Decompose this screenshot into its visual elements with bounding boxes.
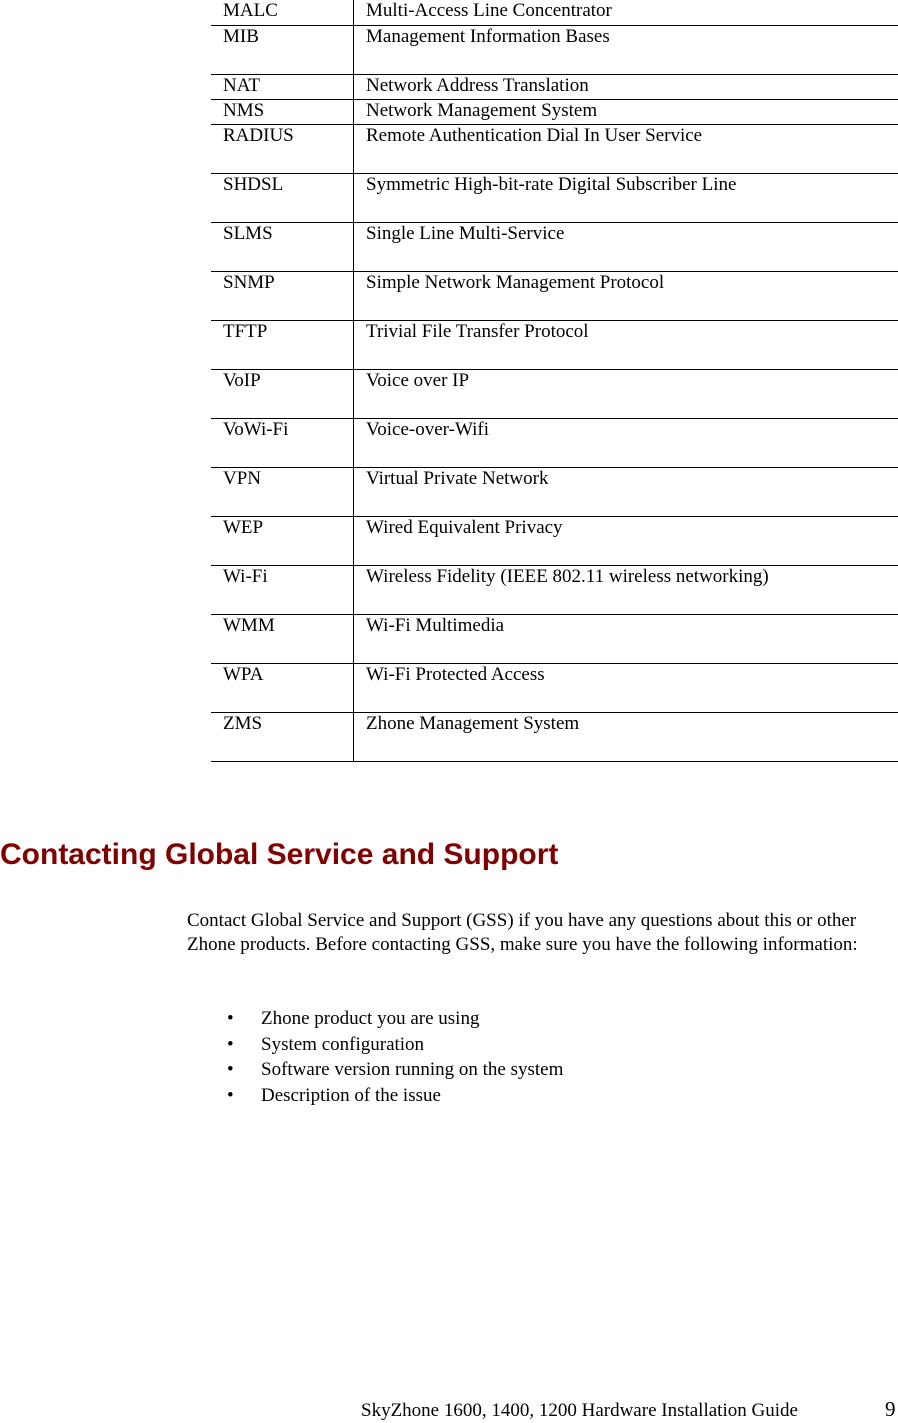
bullet-icon: • xyxy=(227,1033,234,1055)
abbreviation-definition: Voice-over-Wifi xyxy=(354,419,898,468)
abbreviation-term: VoIP xyxy=(211,370,354,419)
bullet-icon: • xyxy=(227,1008,234,1029)
table-row xyxy=(211,26,898,75)
abbreviation-definition: Remote Authentication Dial In User Service xyxy=(354,125,898,174)
section-heading: Contacting Global Service and Support xyxy=(0,838,559,871)
abbreviation-definition: Wireless Fidelity (IEEE 802.11 wireless networking) xyxy=(354,566,898,615)
list-item-text: Software version running on the system xyxy=(261,1059,564,1081)
abbreviation-definition: Zhone Management System xyxy=(354,713,898,762)
abbreviation-definition: Symmetric High-bit-rate Digital Subscriber Line xyxy=(354,174,898,223)
intro-paragraph: Contact Global Service and Support (GSS) if you have any questions about this or other Zhone products. Before contacting GSS, make sure you have the following information: xyxy=(187,910,858,955)
abbreviation-definition: Wired Equivalent Privacy xyxy=(354,517,898,566)
abbreviation-definition: Voice over IP xyxy=(354,370,898,419)
table-row xyxy=(211,321,898,370)
abbreviation-term: NAT xyxy=(211,75,354,100)
table-row xyxy=(211,223,898,272)
footer-document-title: SkyZhone 1600, 1400, 1200 Hardware Installation Guide xyxy=(361,1400,798,1421)
abbreviation-term: NMS xyxy=(211,100,354,125)
table-row xyxy=(211,664,898,713)
abbreviation-term: VPN xyxy=(211,468,354,517)
abbreviation-term: ZMS xyxy=(211,713,354,762)
abbreviation-term: WMM xyxy=(211,615,354,664)
list-item-text: Zhone product you are using xyxy=(261,1008,480,1029)
table-row xyxy=(211,566,898,615)
abbreviation-term: SHDSL xyxy=(211,174,354,223)
table-row xyxy=(211,713,898,762)
abbreviation-term: SNMP xyxy=(211,272,354,321)
table-row xyxy=(211,517,898,566)
abbreviation-definition: Single Line Multi-Service xyxy=(354,223,898,272)
abbreviation-definition: Wi-Fi Protected Access xyxy=(354,664,898,713)
abbreviation-term: VoWi-Fi xyxy=(211,419,354,468)
abbreviations-table xyxy=(211,0,898,762)
abbreviation-definition: Trivial File Transfer Protocol xyxy=(354,321,898,370)
abbreviation-term: Wi-Fi xyxy=(211,566,354,615)
table-row xyxy=(211,419,898,468)
table-row xyxy=(211,468,898,517)
table-row xyxy=(211,125,898,174)
table-row xyxy=(211,615,898,664)
abbreviation-term: WPA xyxy=(211,664,354,713)
table-row xyxy=(211,272,898,321)
abbreviation-term: RADIUS xyxy=(211,125,354,174)
list-item-text: System configuration xyxy=(261,1033,425,1055)
table-row xyxy=(211,370,898,419)
abbreviation-term: MALC xyxy=(211,0,354,26)
abbreviation-definition: Network Management System xyxy=(354,100,898,125)
page-number: 9 xyxy=(885,1397,896,1421)
bullet-icon: • xyxy=(227,1059,234,1081)
table-row xyxy=(211,174,898,223)
abbreviation-definition: Network Address Translation xyxy=(354,75,898,100)
abbreviation-term: SLMS xyxy=(211,223,354,272)
abbreviation-definition: Wi-Fi Multimedia xyxy=(354,615,898,664)
table-row xyxy=(211,0,898,26)
list-item xyxy=(187,1007,563,1033)
abbreviation-definition: Simple Network Management Protocol xyxy=(354,272,898,321)
abbreviation-term: MIB xyxy=(211,26,354,75)
abbreviation-definition: Management Information Bases xyxy=(354,26,898,75)
table-row xyxy=(211,75,898,100)
abbreviation-definition: Virtual Private Network xyxy=(354,468,898,517)
info-checklist xyxy=(187,1007,563,1110)
list-item xyxy=(187,1058,563,1084)
abbreviation-term: WEP xyxy=(211,517,354,566)
abbreviation-definition: Multi-Access Line Concentrator xyxy=(354,0,898,26)
list-item-text: Description of the issue xyxy=(261,1085,441,1107)
bullet-icon: • xyxy=(227,1085,234,1107)
list-item xyxy=(187,1084,563,1110)
list-item xyxy=(187,1033,563,1059)
abbreviation-term: TFTP xyxy=(211,321,354,370)
table-row xyxy=(211,100,898,125)
